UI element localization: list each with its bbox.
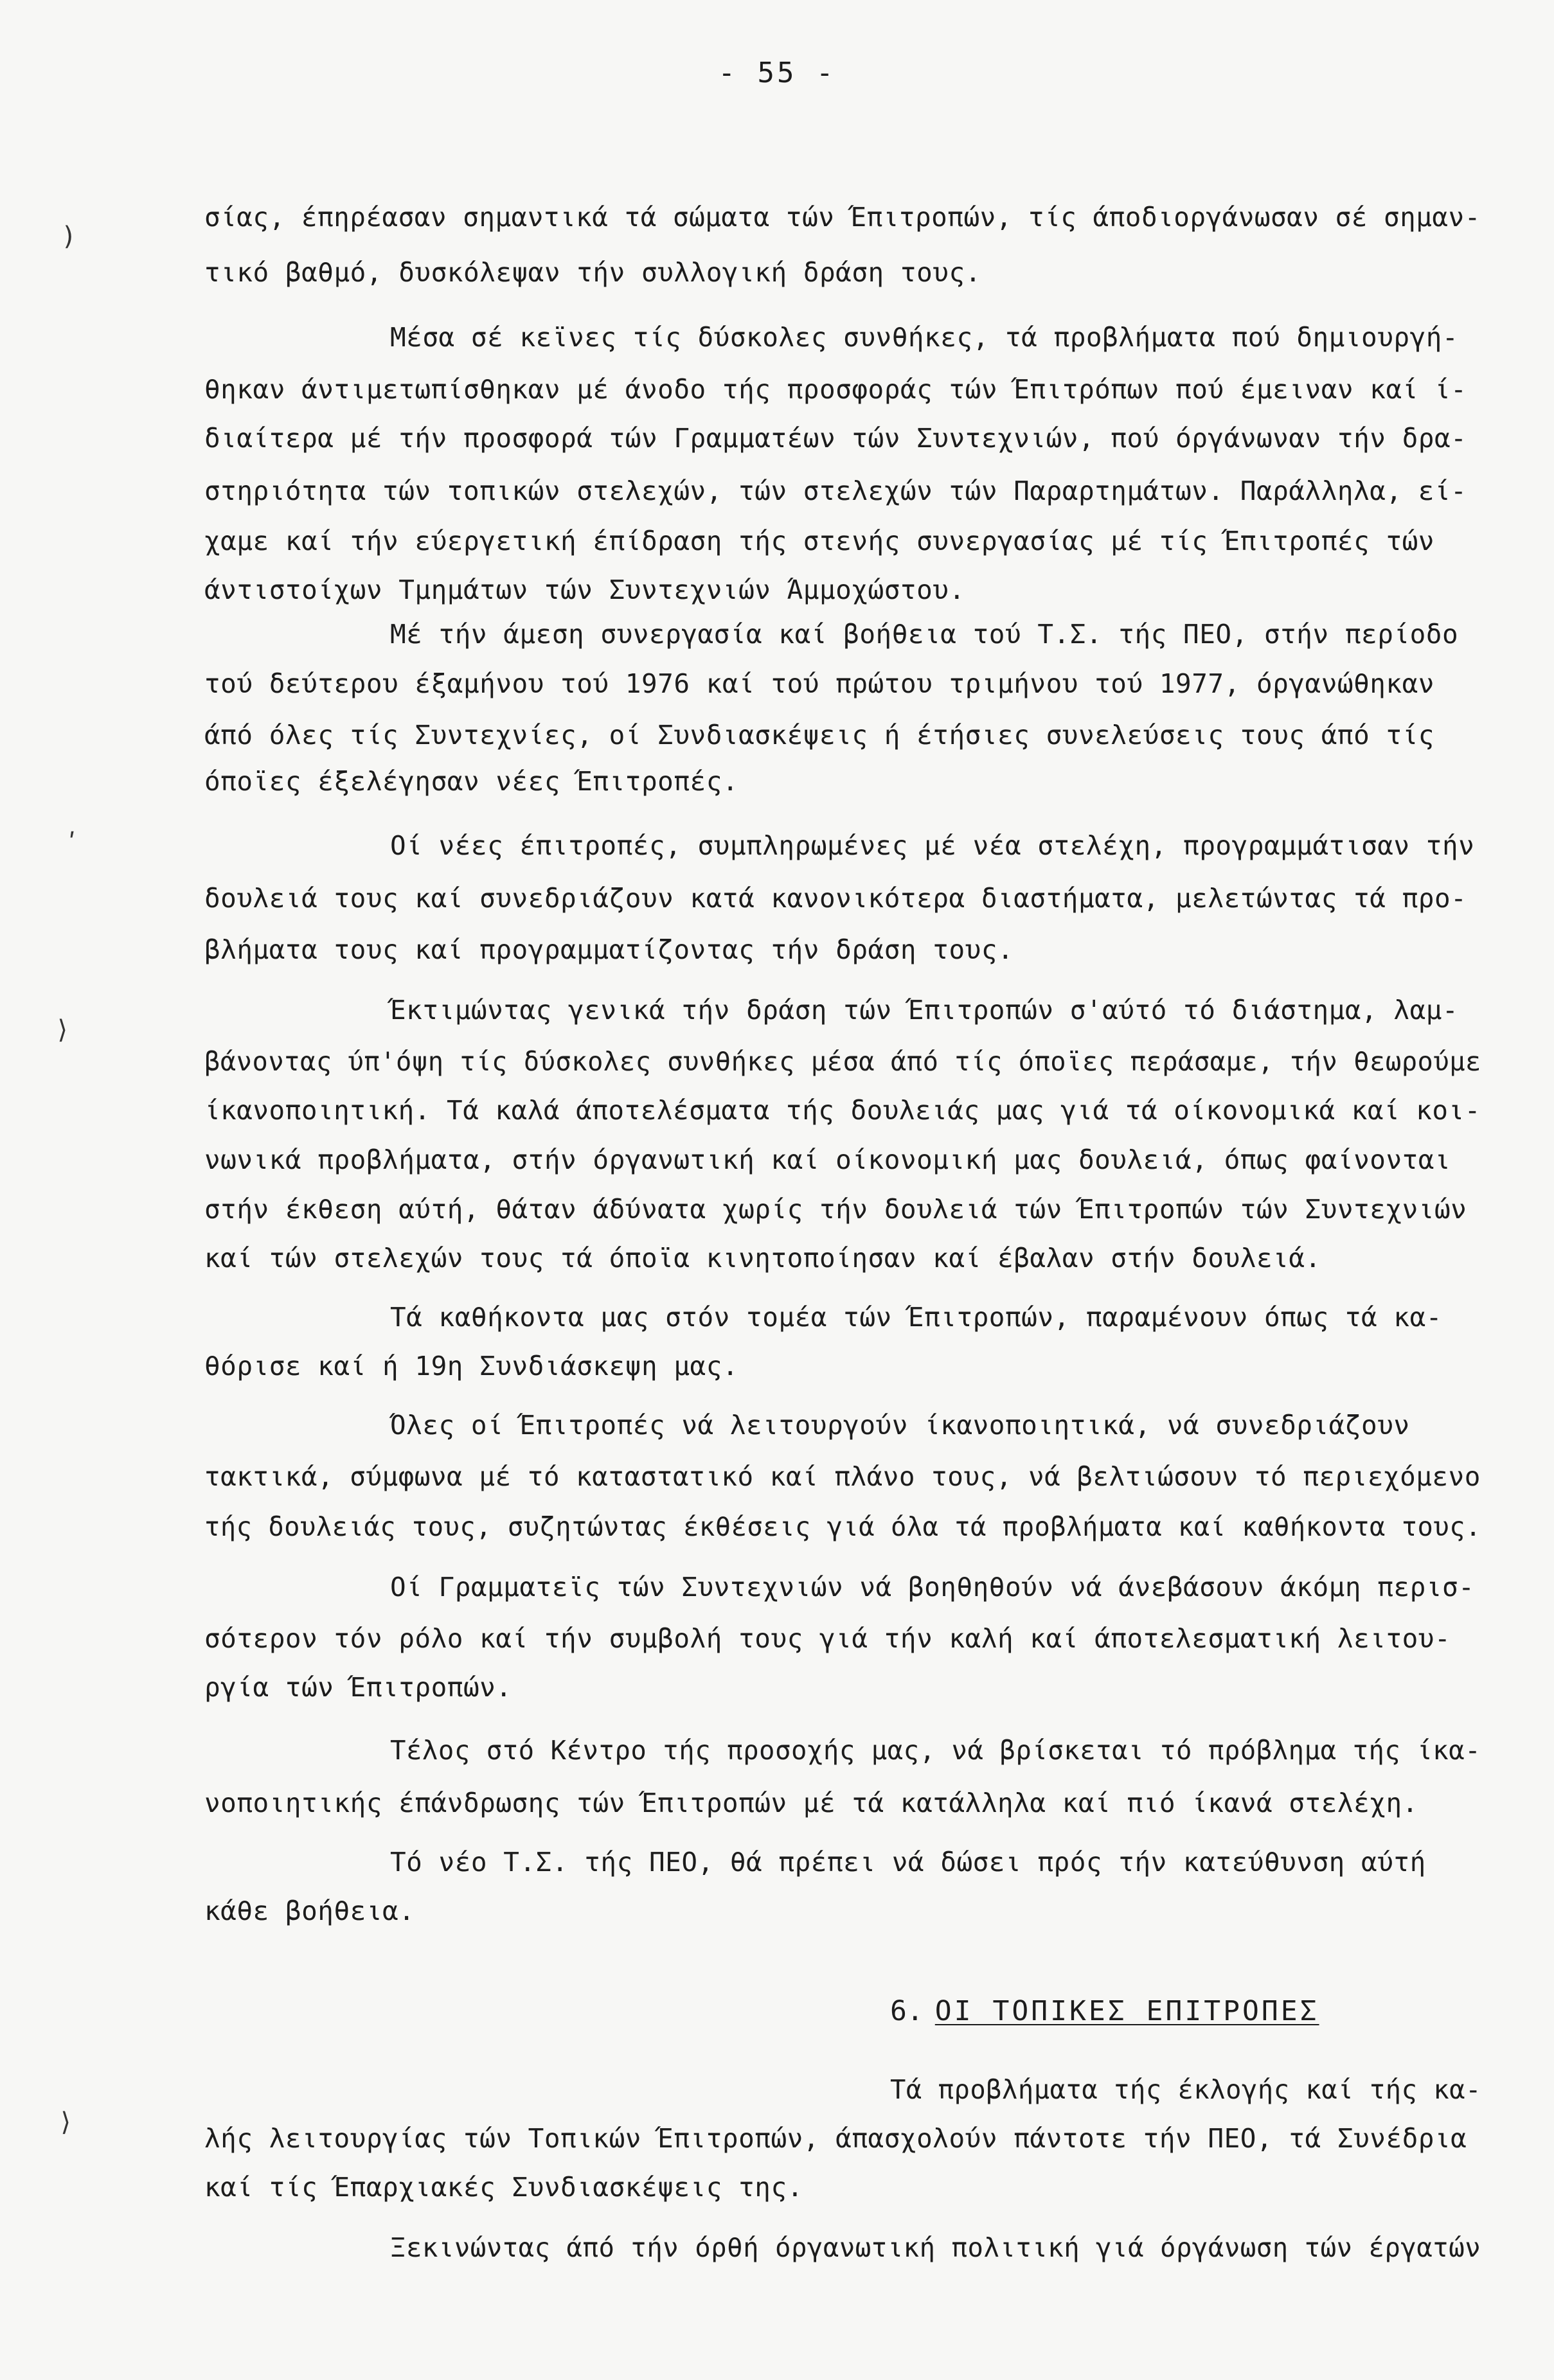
section-title: ΟΙ ΤΟΠΙΚΕΣ ΕΠΙΤΡΟΠΕΣ (934, 1995, 1319, 2027)
text-line: καί τών στελεχών τους τά όποϊα κινητοποίησαν καί έβαλαν στήν δουλειά. (204, 1243, 1321, 1274)
text-line: βλήματα τους καί προγραμματίζοντας τήν δράση τους. (204, 934, 1014, 965)
text-line: Έκτιμώντας γενικά τήν δράση τών Έπιτροπών σ'αύτό τό διάστημα, λαμ- (390, 995, 1459, 1026)
text-line: άπό όλες τίς Συντεχνίες, οί Συνδιασκέψεις ή έτήσιες συνελεύσεις τους άπό τίς (204, 720, 1434, 750)
text-line: ίκανοποιητική. Τά καλά άποτελέσματα τής δουλειάς μας γιά τά οίκονομικά καί κοι- (204, 1095, 1481, 1126)
text-line: στήν έκθεση αύτή, θάταν άδύνατα χωρίς τήν δουλειά τών Έπιτροπών τών Συντεχνιών (204, 1194, 1467, 1225)
text-line: νοποιητικής έπάνδρωσης τών Έπιτροπών μέ τά κατάλληλα καί πιό ίκανά στελέχη. (204, 1788, 1418, 1818)
text-line: τού δεύτερου έξαμήνου τού 1976 καί τού πρώτου τριμήνου τού 1977, όργανώθηκαν (204, 668, 1434, 699)
text-line: νωνικά προβλήματα, στήν όργανωτική καί οίκονομική μας δουλειά, όπως φαίνονται (204, 1144, 1451, 1175)
text-line: χαμε καί τήν εύεργετική έπίδραση τής στενής συνεργασίας μέ τίς Έπιτροπές τών (204, 526, 1434, 556)
text-line: Ξεκινώντας άπό τήν όρθή όργανωτική πολιτική γιά όργάνωση τών έργατών (390, 2232, 1481, 2263)
margin-mark: ʹ (64, 829, 80, 858)
text-line: τακτικά, σύμφωνα μέ τό καταστατικό καί πλάνο τους, νά βελτιώσουν τό περιεχόμενο (204, 1461, 1481, 1492)
text-line: καί τίς Έπαρχιακές Συνδιασκέψεις της. (204, 2172, 803, 2203)
text-line: θηκαν άντιμετωπίσθηκαν μέ άνοδο τής προσφοράς τών Έπιτρόπων πού έμειναν καί ί- (204, 374, 1467, 405)
margin-mark: ⟩ (58, 2108, 74, 2137)
text-line: Τά καθήκοντα μας στόν τομέα τών Έπιτροπών, παραμένουν όπως τά κα- (390, 1302, 1442, 1333)
text-line: Οί Γραμματεϊς τών Συντεχνιών νά βοηθηθούν νά άνεβάσουν άκόμη περισ- (390, 1572, 1475, 1603)
section-number: 6. (890, 1995, 924, 2027)
text-line: Όλες οί Έπιτροπές νά λειτουργούν ίκανοποιητικά, νά συνεδριάζουν (390, 1410, 1410, 1441)
page-number: - 55 - (718, 57, 836, 89)
text-line: ργία τών Έπιτροπών. (204, 1672, 512, 1703)
text-line: σότερον τόν ρόλο καί τήν συμβολή τους γιά τήν καλή καί άποτελεσματική λειτου- (204, 1623, 1451, 1654)
text-line: τικό βαθμό, δυσκόλεψαν τήν συλλογική δράση τους. (204, 257, 981, 288)
text-line: Μέσα σέ κεϊνες τίς δύσκολες συνθήκες, τά προβλήματα πού δημιουργή- (390, 322, 1459, 353)
text-line: σίας, έπηρέασαν σημαντικά τά σώματα τών Έπιτροπών, τίς άποδιοργάνωσαν σέ σημαν- (204, 202, 1481, 233)
text-line: βάνοντας ύπ'όψη τίς δύσκολες συνθήκες μέσα άπό τίς όποϊες περάσαμε, τήν θεωρούμε (204, 1046, 1481, 1077)
text-line: άντιστοίχων Τμημάτων τών Συντεχνιών Άμμοχώστου. (204, 574, 965, 605)
margin-mark: ) (61, 222, 77, 251)
text-line: Τά προβλήματα τής έκλογής καί τής κα- (890, 2074, 1481, 2105)
text-line: Τό νέο Τ.Σ. τής ΠΕΟ, θά πρέπει νά δώσει πρός τήν κατεύθυνση αύτή (390, 1847, 1426, 1878)
text-line: Τέλος στό Κέντρο τής προσοχής μας, νά βρίσκεται τό πρόβλημα τής ίκα- (390, 1735, 1481, 1766)
text-line: δουλειά τους καί συνεδριάζουν κατά κανονικότερα διαστήματα, μελετώντας τά προ- (204, 883, 1467, 914)
text-line: τής δουλειάς τους, συζητώντας έκθέσεις γιά όλα τά προβλήματα καί καθήκοντα τους. (204, 1511, 1481, 1542)
text-line: κάθε βοήθεια. (204, 1896, 415, 1926)
text-line: όποϊες έξελέγησαν νέες Έπιτροπές. (204, 766, 739, 797)
text-line: θόρισε καί ή 19η Συνδιάσκεψη μας. (204, 1351, 739, 1381)
margin-mark: ⟩ (55, 1015, 71, 1045)
text-line: λής λειτουργίας τών Τοπικών Έπιτροπών, άπασχολούν πάντοτε τήν ΠΕΟ, τά Συνέδρια (204, 2123, 1467, 2154)
text-line: Μέ τήν άμεση συνεργασία καί βοήθεια τού Τ.Σ. τής ΠΕΟ, στήν περίοδο (390, 619, 1459, 650)
text-line: στηριότητα τών τοπικών στελεχών, τών στελεχών τών Παραρτημάτων. Παράλληλα, εί- (204, 475, 1467, 506)
text-line: Οί νέες έπιτροπές, συμπληρωμένες μέ νέα στελέχη, προγραμμάτισαν τήν (390, 830, 1475, 861)
text-line: διαίτερα μέ τήν προσφορά τών Γραμματέων τών Συντεχνιών, πού όργάνωναν τήν δρα- (204, 423, 1467, 454)
section-heading (890, 1995, 1319, 2027)
